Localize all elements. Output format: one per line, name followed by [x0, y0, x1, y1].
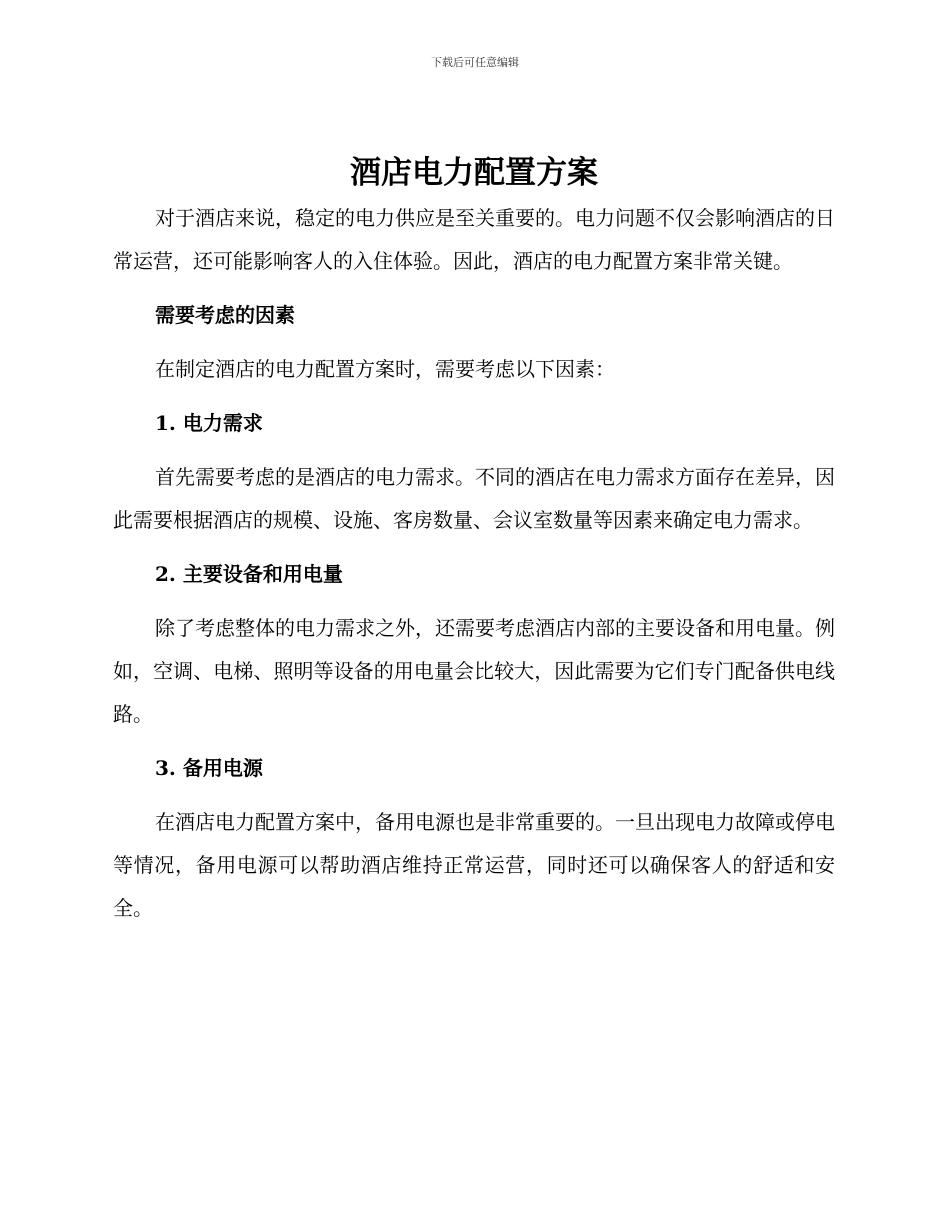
section-intro-paragraph: 在制定酒店的电力配置方案时，需要考虑以下因素： — [155, 357, 615, 381]
item-heading-power-demand: 1. 电力需求 — [155, 411, 263, 435]
item-heading-main-equipment: 2. 主要设备和用电量 — [155, 562, 343, 586]
page-title: 酒店电力配置方案 — [350, 155, 598, 191]
item-heading-backup-power: 3. 备用电源 — [155, 756, 263, 780]
section-heading: 需要考虑的因素 — [155, 303, 295, 327]
header-note: 下载后可任意编辑 — [431, 56, 519, 69]
item-body-backup-power: 在酒店电力配置方案中，备用电源也是非常重要的。一旦出现电力故障或停电等情况，备用电源可以帮助酒店维持正常运营，同时还可以确保客人的舒适和安全。 — [113, 810, 835, 920]
item-body-power-demand: 首先需要考虑的是酒店的电力需求。不同的酒店在电力需求方面存在差异，因此需要根据酒店的规模、设施、客房数量、会议室数量等因素来确定电力需求。 — [113, 465, 835, 532]
item-body-main-equipment: 除了考虑整体的电力需求之外，还需要考虑酒店内部的主要设备和用电量。例如，空调、电梯、照明等设备的用电量会比较大，因此需要为它们专门配备供电线路。 — [113, 616, 835, 726]
intro-paragraph: 对于酒店来说，稳定的电力供应是至关重要的。电力问题不仅会影响酒店的日常运营，还可能影响客人的入住体验。因此，酒店的电力配置方案非常关键。 — [113, 206, 835, 273]
document-body — [113, 150, 835, 930]
